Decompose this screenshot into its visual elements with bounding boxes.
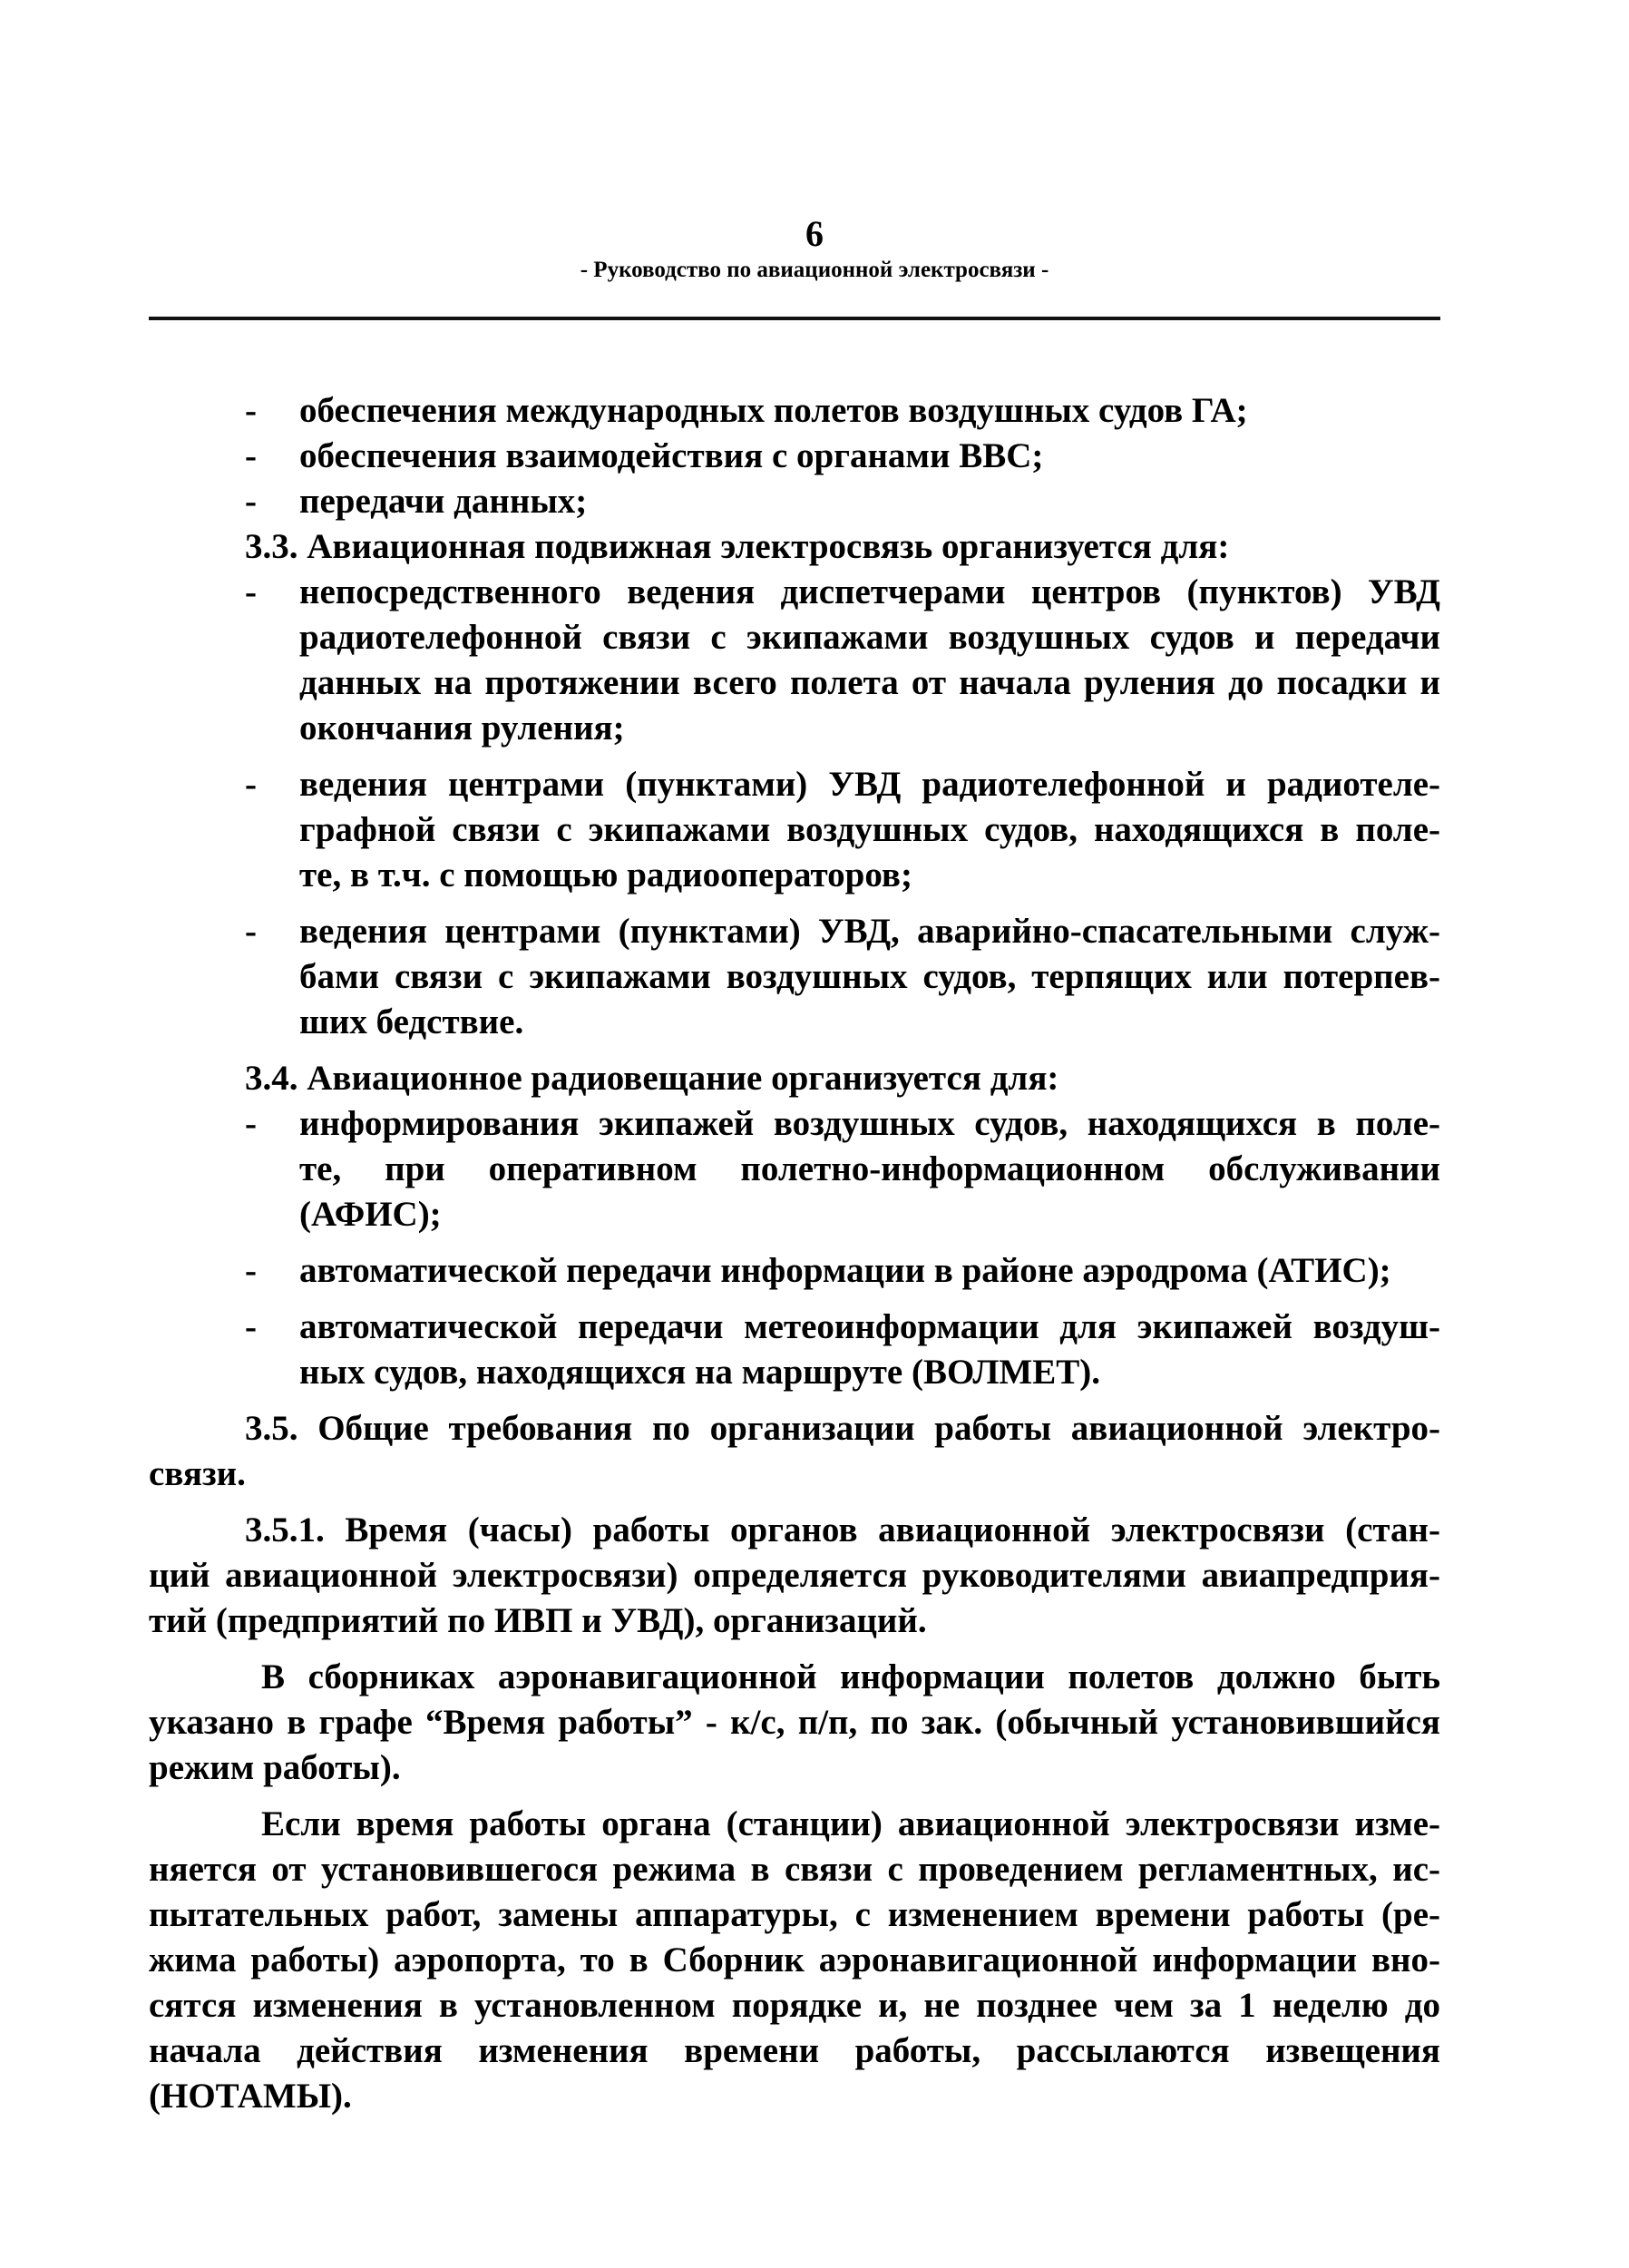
dash-marker: -: [245, 391, 257, 430]
section-3-5: [149, 1406, 1440, 1497]
dash-marker: -: [245, 436, 257, 475]
list-item-line: радиотелефонной связи с экипажами воздушных судов и передачи: [299, 618, 1440, 657]
list-item-line: автоматической передачи информации в районе аэродрома (АТИС);: [299, 1251, 1391, 1290]
list-item-line: ведения центрами (пунктами) УВД радиотелефонной и радиотеле-: [299, 765, 1440, 804]
dash-marker: -: [245, 1307, 257, 1346]
paragraph-line: тий (предприятий по ИВП и УВД), организаций.: [149, 1601, 927, 1640]
paragraph-line: (НОТАМЫ).: [149, 2077, 352, 2116]
section-heading-3-3: 3.3. Авиационная подвижная электросвязь организуется для:: [245, 527, 1230, 566]
paragraph-line: указано в графе “Время работы” - к/с, п/п, по зак. (обычный установившийся: [149, 1703, 1440, 1742]
dash-marker: -: [245, 765, 257, 804]
list-item-line: автоматической передачи метеоинформации для экипажей воздуш-: [299, 1307, 1440, 1346]
page-body: [149, 388, 1440, 2119]
list-item: [149, 1248, 1440, 1294]
list-item-line: (АФИС);: [299, 1195, 442, 1234]
list-item-line: ших бедствие.: [299, 1002, 524, 1041]
list-item-line: те, в т.ч. с помощью радиооператоров;: [299, 855, 912, 894]
list-item: [149, 909, 1440, 1045]
paragraph-line: сятся изменения в установленном порядке и, не позднее чем за 1 неделю до: [149, 1986, 1440, 2025]
list-item: [149, 1101, 1440, 1237]
header-divider: [149, 317, 1440, 320]
dash-marker: -: [245, 482, 257, 521]
paragraph-line: Если время работы органа (станции) авиационной электросвязи изме-: [261, 1804, 1440, 1843]
dash-marker: -: [245, 1104, 257, 1143]
list-item-text: передачи данных;: [299, 482, 588, 521]
page-number: 6: [805, 213, 824, 254]
section-heading-3-4: 3.4. Авиационное радиовещание организуется для:: [245, 1059, 1059, 1098]
list-item: [149, 570, 1440, 751]
list-item-line: графной связи с экипажами воздушных судов, находящихся в поле-: [299, 810, 1440, 849]
list-item-line: те, при оперативном полетно-информационном обслуживании: [299, 1149, 1440, 1188]
dash-marker: -: [245, 1251, 257, 1290]
list-item-text: обеспечения международных полетов воздушных судов ГА;: [299, 391, 1248, 430]
dash-marker: -: [245, 572, 257, 611]
paragraph-line: 3.5. Общие требования по организации работы авиационной электро-: [245, 1409, 1440, 1448]
paragraph-line: няется от установившегося режима в связи с проведением регламентных, ис-: [149, 1850, 1440, 1889]
dash-marker: -: [245, 912, 257, 951]
list-item: [149, 388, 1440, 434]
list-item: [149, 1305, 1440, 1395]
list-item: [149, 434, 1440, 479]
paragraph-line: жима работы) аэропорта, то в Сборник аэронавигационной информации вно-: [149, 1941, 1440, 1980]
paragraph-line: В сборниках аэронавигационной информации полетов должно быть: [261, 1657, 1440, 1696]
list-item-line: данных на протяжении всего полета от начала руления до посадки и: [299, 663, 1440, 702]
list-item-line: непосредственного ведения диспетчерами центров (пунктов) УВД: [299, 572, 1440, 611]
list-item-line: информирования экипажей воздушных судов, находящихся в поле-: [299, 1104, 1440, 1143]
list-item: [149, 479, 1440, 524]
running-header: - Руководство по авиационной электросвязи -: [580, 258, 1049, 282]
list-item-line: окончания руления;: [299, 709, 625, 748]
paragraph-line: начала действия изменения времени работы, рассылаются извещения: [149, 2031, 1440, 2070]
list-item-line: ведения центрами (пунктами) УВД, аварийно-спасательными служ-: [299, 912, 1440, 951]
list-item: [149, 762, 1440, 898]
list-item-line: бами связи с экипажами воздушных судов, терпящих или потерпев-: [299, 957, 1440, 996]
paragraph-line: пытательных работ, замены аппаратуры, с изменением времени работы (ре-: [149, 1895, 1440, 1934]
paragraph-line: режим работы).: [149, 1748, 401, 1787]
paragraph-collections: [149, 1655, 1440, 1791]
paragraph-line: 3.5.1. Время (часы) работы органов авиационной электросвязи (стан-: [245, 1510, 1440, 1549]
list-item-line: ных судов, находящихся на маршруте (ВОЛМЕТ).: [299, 1353, 1101, 1392]
section-3-5-1: [149, 1508, 1440, 1644]
paragraph-line: ций авиационной электросвязи) определяется руководителями авиапредприя-: [149, 1556, 1440, 1595]
paragraph-line: связи.: [149, 1454, 246, 1493]
list-item-text: обеспечения взаимодействия с органами ВВС;: [299, 436, 1044, 475]
paragraph-changes: [149, 1802, 1440, 2119]
